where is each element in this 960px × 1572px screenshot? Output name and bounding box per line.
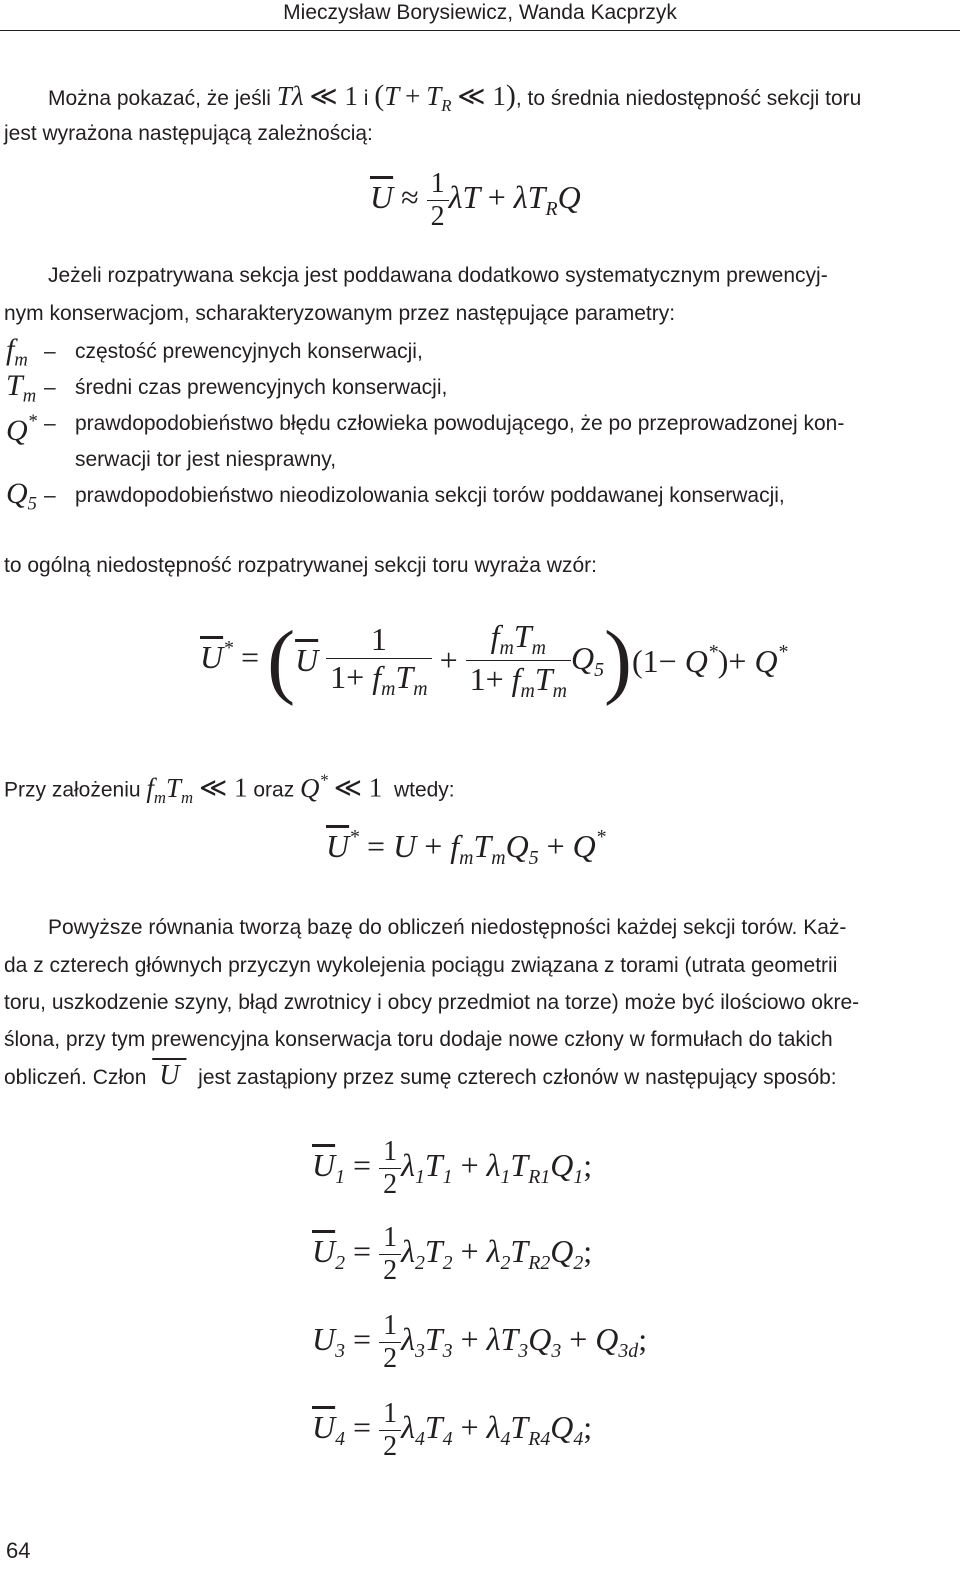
param-qstar-cont: serwacji tor jest niesprawny, — [75, 448, 337, 471]
assumption-line: Przy założeniu $f_mT_m$ ≪ 1 oraz Q* ≪ 1 wtedy: — [4, 770, 455, 807]
params-line-1: Jeżeli rozpatrywana sekcja jest poddawana dodatkowo systematycznym prewencyj- — [48, 264, 828, 287]
equation-simplified: $\overline{U}^* = U + f_mT_mQ_5 + Q^*$ — [326, 826, 606, 869]
intro-line-1: Można pokazać, że jeśli Tλ ≪ 1 i ($T + T_R$ ≪ 1), to średnia niedostępność sekcji toru — [48, 79, 862, 115]
param-qstar: Q* – prawdopodobieństwo błędu człowieka powodującego, że po przeprowadzonej kon- — [6, 411, 845, 448]
closing-line-5: obliczeń. Człon U jest zastąpiony przez sumę czterech członów w następujący sposób: — [4, 1060, 837, 1091]
equation-mean-unavailability: $\overline{U}$ ≈ $\frac{1}{2}$ $\lambda T + \lambda T_RQ$ — [370, 168, 581, 232]
closing-line-4: ślona, przy tym prewencyjna konserwacja toru dodaje nowe człony w formułach do takich — [4, 1028, 833, 1051]
closing-line-3: toru, uszkodzenie szyny, błąd zwrotnicy i obcy przedmiot na torze) może być ilościowo okre- — [4, 991, 860, 1014]
running-header — [0, 0, 960, 31]
param-q5: $Q_5$ – prawdopodobieństwo nieodizolowania sekcji torów poddawanej konserwacji, — [6, 477, 785, 515]
equation-u1: $\overline{U}_1$ = $\frac{1}{2}$ $\lambda_1T_1 + \lambda_1T_{R1}Q_1$; — [312, 1136, 593, 1200]
equation-u2: $\overline{U}_2$ = $\frac{1}{2}$ $\lambda_2T_2 + \lambda_2T_{R2}Q_2$; — [312, 1222, 593, 1286]
equation-u3: $U_3$ = $\frac{1}{2}$ $\lambda_3T_3 + \lambda T_3Q_3 + Q_{3d}$; — [312, 1310, 648, 1374]
running-title: Mieczysław Borysiewicz, Wanda Kacprzyk — [283, 1, 677, 24]
param-tm: $T_m$ – średni czas prewencyjnych konserwacji, — [6, 369, 448, 407]
closing-line-2: da z czterech głównych przyczyn wykolejenia pociągu związana z torami (utrata geometrii — [4, 954, 838, 977]
equation-total-unavailability: $\overline{U}^* = (\overline{U}$ $\frac{1}{1+ f_mT_m}$ + $\frac{f_mT_m}{1+ f_mT_m}$ $Q_5)(1- Q^*)+ Q^*$ — [200, 614, 788, 707]
param-fm: $f_m$ – częstość prewencyjnych konserwacji, — [6, 333, 423, 371]
equation-u4: $\overline{U}_4$ = $\frac{1}{2}$ $\lambda_4T_4 + \lambda_4T_{R4}Q_4$; — [312, 1398, 593, 1462]
intro-line-2: jest wyrażona następującą zależnością: — [4, 122, 373, 145]
closing-line-1: Powyższe równania tworzą bazę do obliczeń niedostępności każdej sekcji torów. Każ- — [48, 916, 847, 939]
params-line-2: nym konserwacjom, scharakteryzowanym przez następujące parametry: — [4, 302, 676, 325]
page-number: 64 — [6, 1538, 31, 1563]
formula-intro: to ogólną niedostępność rozpatrywanej sekcji toru wyraża wzór: — [4, 554, 597, 577]
